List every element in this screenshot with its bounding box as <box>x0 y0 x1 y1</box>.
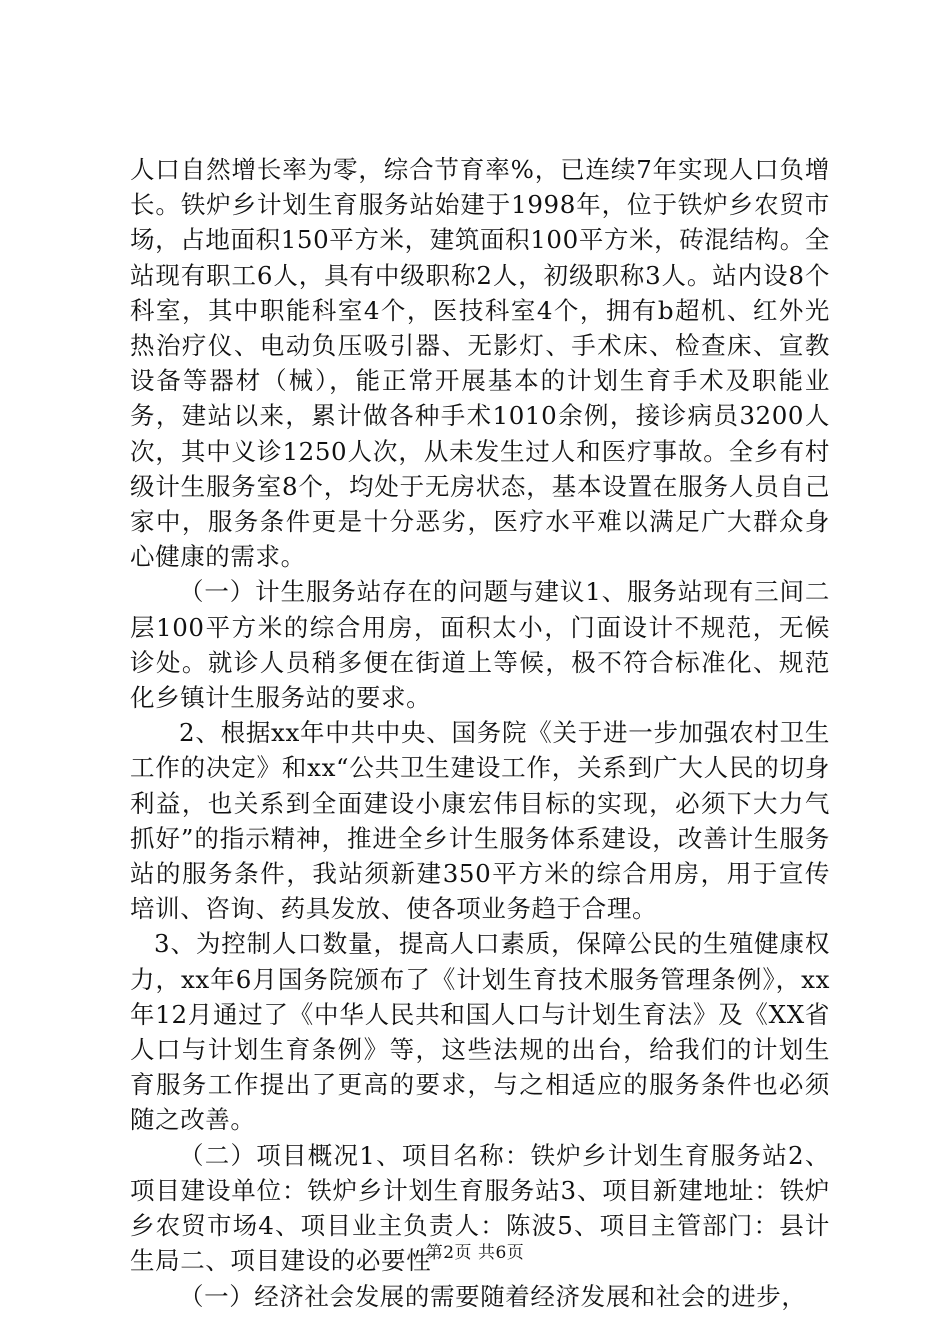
paragraph-regulations: 3、为控制人口数量，提高人口素质，保障公民的生殖健康权力，xx年6月国务院颁布了《计划生育技术服务管理条例》，xx年12月通过了《中华人民共和国人口与计划生育法》及《XX省人口与计划生育条例》等，这些法规的出台，给我们的计划生育服务工作提出了更高的要求，与之相适应的服务条件也必须随之改善。 <box>130 929 830 1135</box>
document-body <box>130 152 830 1314</box>
paragraph-policy-basis: 2、根据xx年中共中央、国务院《关于进一步加强农村卫生工作的决定》和xx“公共卫生建设工作，关系到广大人民的切身利益，也关系到全面建设小康宏伟目标的实现，必须下大力气抓好”的指示精神，推进全乡计生服务体系建设，改善计生服务站的服务条件，我站须新建350平方米的综合用房，用于宣传培训、咨询、药具发放、使各项业务趋于合理。 <box>130 718 830 924</box>
paragraph-station-overview: 人口自然增长率为零，综合节育率%，已连续7年实现人口负增长。铁炉乡计划生育服务站始建于1998年，位于铁炉乡农贸市场，占地面积150平方米，建筑面积100平方米，砖混结构。全站现有职工6人，具有中级职称2人，初级职称3人。站内设8个科室，其中职能科室4个，医技科室4个，拥有b超机、红外光热治疗仪、电动负压吸引器、无影灯、手术床、检查床、宣教设备等器材（械），能正常开展基本的计划生育手术及职能业务，建站以来，累计做各种手术1010余例，接诊病员3200人次，其中义诊1250人次，从未发生过人和医疗事故。全乡有村级计生服务室8个，均处于无房状态，基本设置在服务人员自己家中，服务条件更是十分恶劣，医疗水平难以满足广大群众身心健康的需求。 <box>130 155 830 572</box>
paragraph-problems-and-suggestions: （一）计生服务站存在的问题与建议1、服务站现有三间二层100平方米的综合用房，面积太小，门面设计不规范，无候诊处。就诊人员稍多便在街道上等候，极不符合标准化、规范化乡镇计生服务站的要求。 <box>130 577 830 713</box>
paragraph-economic-development: （一）经济社会发展的需要随着经济发展和社会的进步， <box>179 1281 807 1311</box>
paragraph-project-overview: （二）项目概况1、项目名称：铁炉乡计划生育服务站2、项目建设单位：铁炉乡计划生育服务站3、项目新建地址：铁炉乡农贸市场4、项目业主负责人：陈波5、项目主管部门：县计生局二、项目建设的必要性 <box>130 1140 830 1276</box>
page-number-footer: 第2页 共6页 <box>425 1243 525 1263</box>
